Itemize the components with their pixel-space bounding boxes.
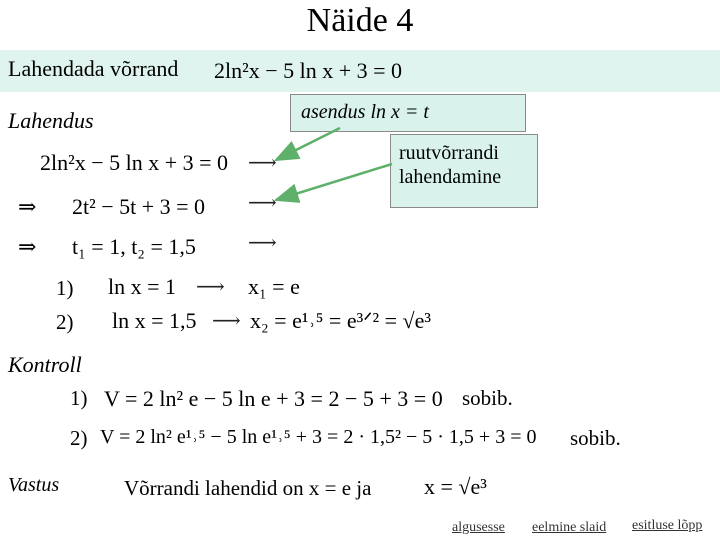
check-2-verdict: sobib. [570,426,621,450]
callout-arrow [276,164,392,200]
nav-previous-link[interactable]: eelmine slaid [532,520,607,535]
answer-text: Võrrandi lahendid on x = e ja [124,476,372,500]
solution-heading: Lahendus [8,108,94,133]
right-arrow-icon: ⟶ [248,232,277,254]
case-2-number: 2) [56,310,74,334]
solution-line-3: t₁ = 1, t₂ = 1,5 [72,234,196,259]
check-heading: Kontroll [8,352,82,377]
callout-substitution-text: asendus ln x = t [301,101,429,123]
right-arrow-icon: ⟶ [212,310,241,332]
implies-icon: ⇒ [18,234,37,259]
callout-arrow [276,128,340,160]
solution-line-1: 2ln²x − 5 ln x + 3 = 0 [40,150,229,175]
task-equation: 2ln²x − 5 ln x + 3 = 0 [214,58,403,83]
implies-icon: ⇒ [18,194,37,219]
callout-quadratic-text: ruutvõrrandi lahendamine [399,142,502,188]
nav-start-link[interactable]: algusesse [452,520,505,535]
check-2-number: 2) [70,426,88,450]
right-arrow-icon: ⟶ [248,192,277,214]
check-2-equation: V = 2 ln² e¹˒⁵ − 5 ln e¹˒⁵ + 3 = 2 · 1,5² − 5 · 1,5 + 3 = 0 [100,426,537,448]
right-arrow-icon: ⟶ [196,276,225,298]
check-1-equation: V = 2 ln² e − 5 ln e + 3 = 2 − 5 + 3 = 0 [104,386,443,411]
solution-line-2: 2t² − 5t + 3 = 0 [72,194,206,219]
right-arrow-icon: ⟶ [248,152,277,174]
case-1-result: x₁ = e [248,274,300,299]
answer-math: x = √e³ [424,474,487,499]
task-label: Lahendada võrrand [8,56,179,81]
case-1-equation: ln x = 1 [108,274,177,299]
slide-title: Näide 4 [306,2,414,39]
case-2-result: x₂ = e¹˒⁵ = e³ᐟ² = √e³ [250,308,431,333]
case-1-number: 1) [56,276,74,300]
check-1-number: 1) [70,386,88,410]
case-2-equation: ln x = 1,5 [112,308,197,333]
answer-heading: Vastus [8,474,60,496]
check-1-verdict: sobib. [462,386,513,410]
nav-end-link[interactable]: esitluse lõpp [632,518,703,533]
